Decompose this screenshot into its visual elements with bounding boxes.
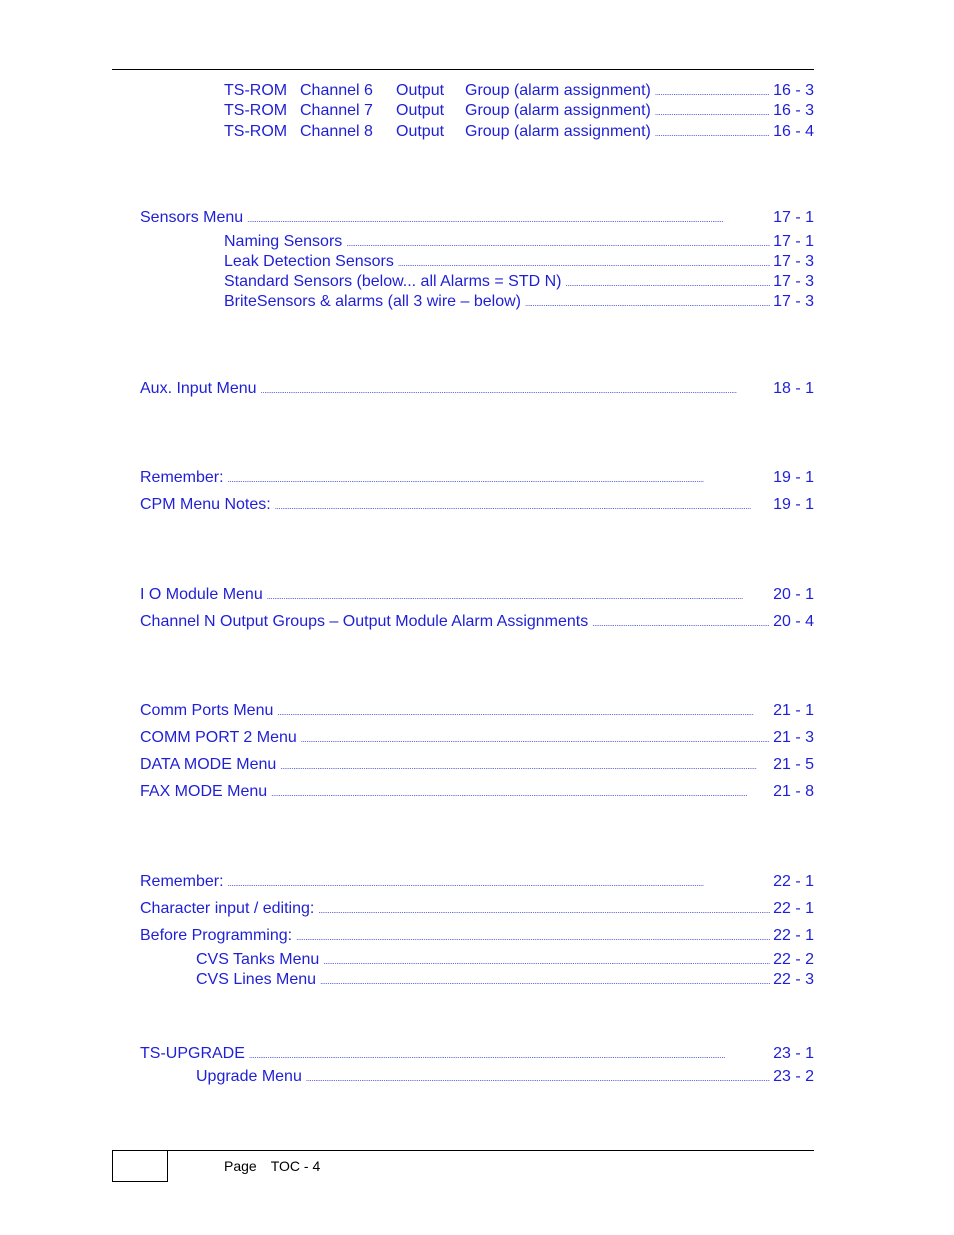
toc-entry-title: Before Programming:	[140, 927, 293, 944]
leader-dots	[323, 950, 770, 972]
toc-entry-title: CVS Tanks Menu	[196, 951, 320, 968]
toc-entry-channel-n-output-groups[interactable]	[140, 612, 814, 632]
page-footer	[224, 1158, 320, 1174]
leader-dots	[398, 252, 770, 274]
leader-dots	[271, 782, 770, 804]
leader-dots	[525, 292, 770, 314]
toc-entry-sensors-menu[interactable]	[140, 208, 814, 228]
toc-entry-cpm-menu-notes[interactable]	[140, 495, 814, 515]
toc-entry-page: 16 - 3	[773, 102, 814, 119]
leader-dots	[280, 755, 770, 777]
toc-entry-page: 20 - 1	[773, 586, 814, 603]
toc-entry-page: 22 - 3	[773, 971, 814, 988]
toc-entry-title: Sensors Menu	[140, 209, 244, 226]
toc-entry-title: Character input / editing:	[140, 900, 315, 917]
toc-entry-tsrom-channel-7[interactable]	[224, 101, 814, 121]
header-rule	[112, 69, 814, 70]
toc-entry-title: TS-ROM Channel 7 Output Group (alarm assignment)	[224, 102, 651, 119]
leader-dots	[261, 379, 771, 401]
leader-dots	[655, 101, 770, 123]
toc-entry-tsrom-channel-6[interactable]	[224, 81, 814, 101]
toc-entry-leak-detection-sensors[interactable]	[224, 252, 814, 272]
toc-entry-title: TS-UPGRADE	[140, 1045, 245, 1062]
toc-entry-upgrade-menu[interactable]	[196, 1067, 814, 1087]
toc-entry-title: FAX MODE Menu	[140, 783, 268, 800]
footer-rule	[112, 1150, 814, 1151]
toc-entry-page: 19 - 1	[773, 469, 814, 486]
toc-entry-cvs-lines-menu[interactable]	[196, 970, 814, 990]
toc-entry-ts-upgrade[interactable]	[140, 1044, 814, 1064]
toc-entry-title: Aux. Input Menu	[140, 380, 257, 397]
leader-dots	[565, 272, 770, 294]
toc-entry-before-programming[interactable]	[140, 926, 814, 946]
toc-entry-page: 18 - 1	[773, 380, 814, 397]
toc-entry-title: COMM PORT 2 Menu	[140, 729, 297, 746]
leader-dots	[346, 232, 770, 254]
toc-entry-title: Upgrade Menu	[196, 1068, 302, 1085]
toc-entry-title: BriteSensors & alarms (all 3 wire – below)	[224, 293, 521, 310]
leader-dots	[249, 1044, 770, 1066]
leader-dots	[228, 872, 771, 894]
toc-entry-page: 17 - 1	[773, 233, 814, 250]
toc-entry-comm-ports-menu[interactable]	[140, 701, 814, 721]
toc-entry-page: 17 - 3	[773, 253, 814, 270]
leader-dots	[267, 585, 770, 607]
toc-entry-title: Naming Sensors	[224, 233, 343, 250]
leader-dots	[320, 970, 770, 992]
toc-entry-title: Comm Ports Menu	[140, 702, 274, 719]
leader-dots	[655, 81, 770, 103]
toc-entry-title: Channel N Output Groups – Output Module Alarm Assignments	[140, 613, 589, 630]
toc-entry-page: 17 - 3	[773, 273, 814, 290]
toc-entry-standard-sensors[interactable]	[224, 272, 814, 292]
toc-entry-tsrom-channel-8[interactable]	[224, 122, 814, 142]
leader-dots	[277, 701, 770, 723]
toc-entry-title: TS-ROM Channel 6 Output Group (alarm assignment)	[224, 82, 651, 99]
toc-entry-naming-sensors[interactable]	[224, 232, 814, 252]
toc-entry-title: TS-ROM Channel 8 Output Group (alarm assignment)	[224, 123, 651, 140]
toc-entry-page: 17 - 3	[773, 293, 814, 310]
toc-entry-title: DATA MODE Menu	[140, 756, 277, 773]
toc-entry-aux-input-menu[interactable]	[140, 379, 814, 399]
toc-entry-title: Remember:	[140, 469, 224, 486]
leader-dots	[306, 1067, 770, 1089]
toc-entry-page: 20 - 4	[773, 613, 814, 630]
toc-entry-comm-port-2-menu[interactable]	[140, 728, 814, 748]
leader-dots	[275, 495, 770, 517]
footer-page-number: TOC - 4	[270, 1158, 321, 1174]
toc-entry-remember-22[interactable]	[140, 872, 814, 892]
toc-entry-cvs-tanks-menu[interactable]	[196, 950, 814, 970]
toc-entry-page: 22 - 2	[773, 951, 814, 968]
toc-entry-page: 21 - 1	[773, 702, 814, 719]
toc-entry-title: I O Module Menu	[140, 586, 263, 603]
leader-dots	[655, 122, 770, 144]
toc-entry-page: 21 - 3	[773, 729, 814, 746]
toc-entry-page: 16 - 4	[773, 123, 814, 140]
toc-entry-title: Remember:	[140, 873, 224, 890]
toc-entry-remember-19[interactable]	[140, 468, 814, 488]
toc-entry-page: 16 - 3	[773, 82, 814, 99]
toc-entry-page: 23 - 2	[773, 1068, 814, 1085]
leader-dots	[247, 208, 770, 230]
toc-entry-title: Standard Sensors (below... all Alarms = STD N)	[224, 273, 562, 290]
toc-entry-page: 19 - 1	[773, 496, 814, 513]
toc-entry-character-input-editing[interactable]	[140, 899, 814, 919]
toc-entry-page: 21 - 8	[773, 783, 814, 800]
toc-entry-page: 22 - 1	[773, 873, 814, 890]
toc-entry-title: CVS Lines Menu	[196, 971, 317, 988]
footer-page-label: Page	[224, 1158, 257, 1174]
toc-entry-data-mode-menu[interactable]	[140, 755, 814, 775]
toc-entry-page: 17 - 1	[773, 209, 814, 226]
toc-entry-io-module-menu[interactable]	[140, 585, 814, 605]
toc-entry-page: 21 - 5	[773, 756, 814, 773]
leader-dots	[318, 899, 770, 921]
leader-dots	[301, 728, 770, 750]
toc-entry-fax-mode-menu[interactable]	[140, 782, 814, 802]
toc-entry-page: 23 - 1	[773, 1045, 814, 1062]
leader-dots	[296, 926, 770, 948]
toc-entry-page: 22 - 1	[773, 900, 814, 917]
toc-entry-page: 22 - 1	[773, 927, 814, 944]
leader-dots	[592, 612, 770, 634]
toc-entry-title: Leak Detection Sensors	[224, 253, 394, 270]
toc-entry-title: CPM Menu Notes:	[140, 496, 271, 513]
footer-page-box	[112, 1150, 168, 1182]
leader-dots	[228, 468, 771, 490]
toc-entry-britesensors[interactable]	[224, 292, 814, 312]
